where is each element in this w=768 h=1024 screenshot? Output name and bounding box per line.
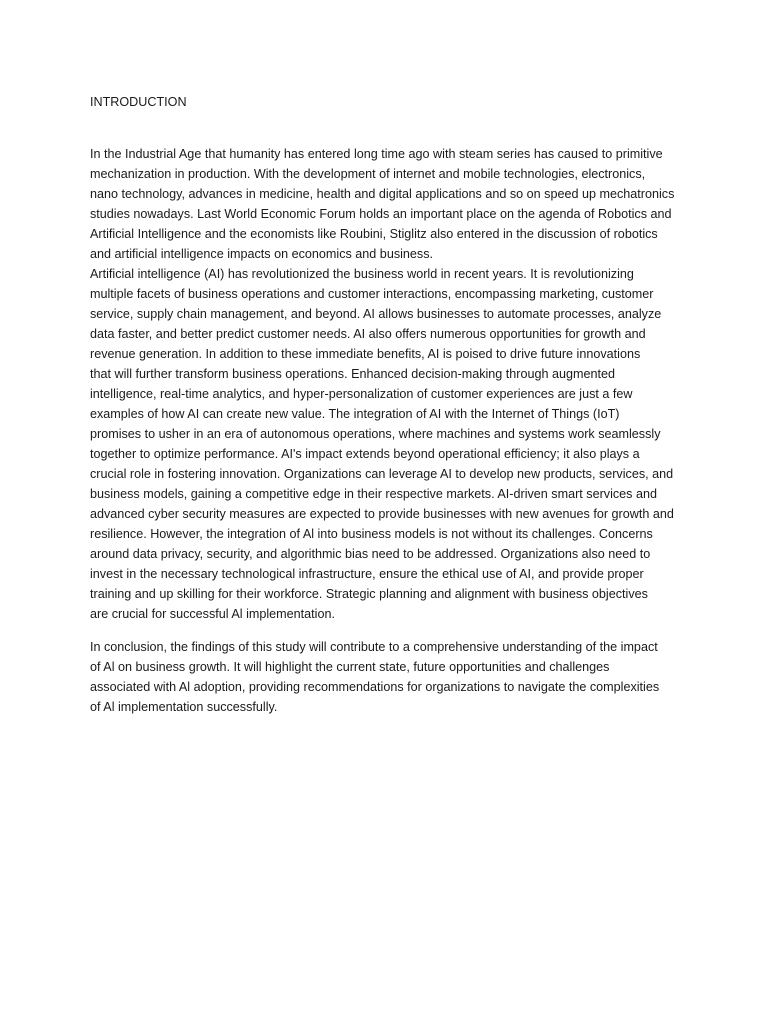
text-line: that will further transform business operations. Enhanced decision-making through augmented [90,367,616,381]
text-line: nano technology, advances in medicine, health and digital applications and so on speed up mechatronics [90,187,675,201]
text-line: mechanization in production. With the development of internet and mobile technologies, electronics, [90,167,646,181]
text-line: business models, gaining a competitive edge in their respective markets. AI-driven smart services and [90,487,657,501]
text-line: associated with Al adoption, providing recommendations for organizations to navigate the complexities [90,680,660,694]
text-line: In the Industrial Age that humanity has entered long time ago with steam series has caused to primitive [90,147,663,161]
text-line: revenue generation. In addition to these immediate benefits, AI is poised to drive future innovations [90,347,641,361]
text-line: service, supply chain management, and beyond. AI allows businesses to automate processes, analyze [90,307,662,321]
text-line: In conclusion, the findings of this study will contribute to a comprehensive understanding of the impact [90,640,658,654]
text-line: Artificial intelligence (AI) has revolutionized the business world in recent years. It is revolutionizing [90,267,634,281]
paragraph-spacer [90,624,674,637]
body-text [90,144,674,717]
text-line: advanced cyber security measures are expected to provide businesses with new avenues for growth and [90,507,674,521]
text-line: multiple facets of business operations and customer interactions, encompassing marketing, customer [90,287,654,301]
text-line: intelligence, real-time analytics, and hyper-personalization of customer experiences are just a few [90,387,633,401]
text-line: around data privacy, security, and algorithmic bias need to be addressed. Organizations also need to [90,547,651,561]
text-line: studies nowadays. Last World Economic Forum holds an important place on the agenda of Robotics and [90,207,672,221]
text-line: resilience. However, the integration of Al into business models is not without its challenges. Concerns [90,527,653,541]
text-line: of Al on business growth. It will highlight the current state, future opportunities and challenges [90,660,610,674]
section-heading: INTRODUCTION [90,95,187,109]
text-line: data faster, and better predict customer needs. AI also offers numerous opportunities for growth and [90,327,646,341]
text-line: Artificial Intelligence and the economists like Roubini, Stiglitz also entered in the discussion of robotics [90,227,658,241]
text-line: together to optimize performance. AI's impact extends beyond operational efficiency; it also plays a [90,447,640,461]
text-line: crucial role in fostering innovation. Organizations can leverage AI to develop new products, services, and [90,467,674,481]
text-line: of Al implementation successfully. [90,700,278,714]
text-line: training and up skilling for their workforce. Strategic planning and alignment with business objectives [90,587,648,601]
text-line: examples of how AI can create new value. The integration of AI with the Internet of Things (IoT) [90,407,620,421]
text-line: and artificial intelligence impacts on economics and business. [90,247,434,261]
text-line: invest in the necessary technological infrastructure, ensure the ethical use of AI, and provide proper [90,567,644,581]
text-line: promises to usher in an era of autonomous operations, where machines and systems work seamlessly [90,427,661,441]
paragraph-intro [90,144,674,624]
text-line: are crucial for successful Al implementation. [90,607,335,621]
paragraph-conclusion [90,637,674,717]
